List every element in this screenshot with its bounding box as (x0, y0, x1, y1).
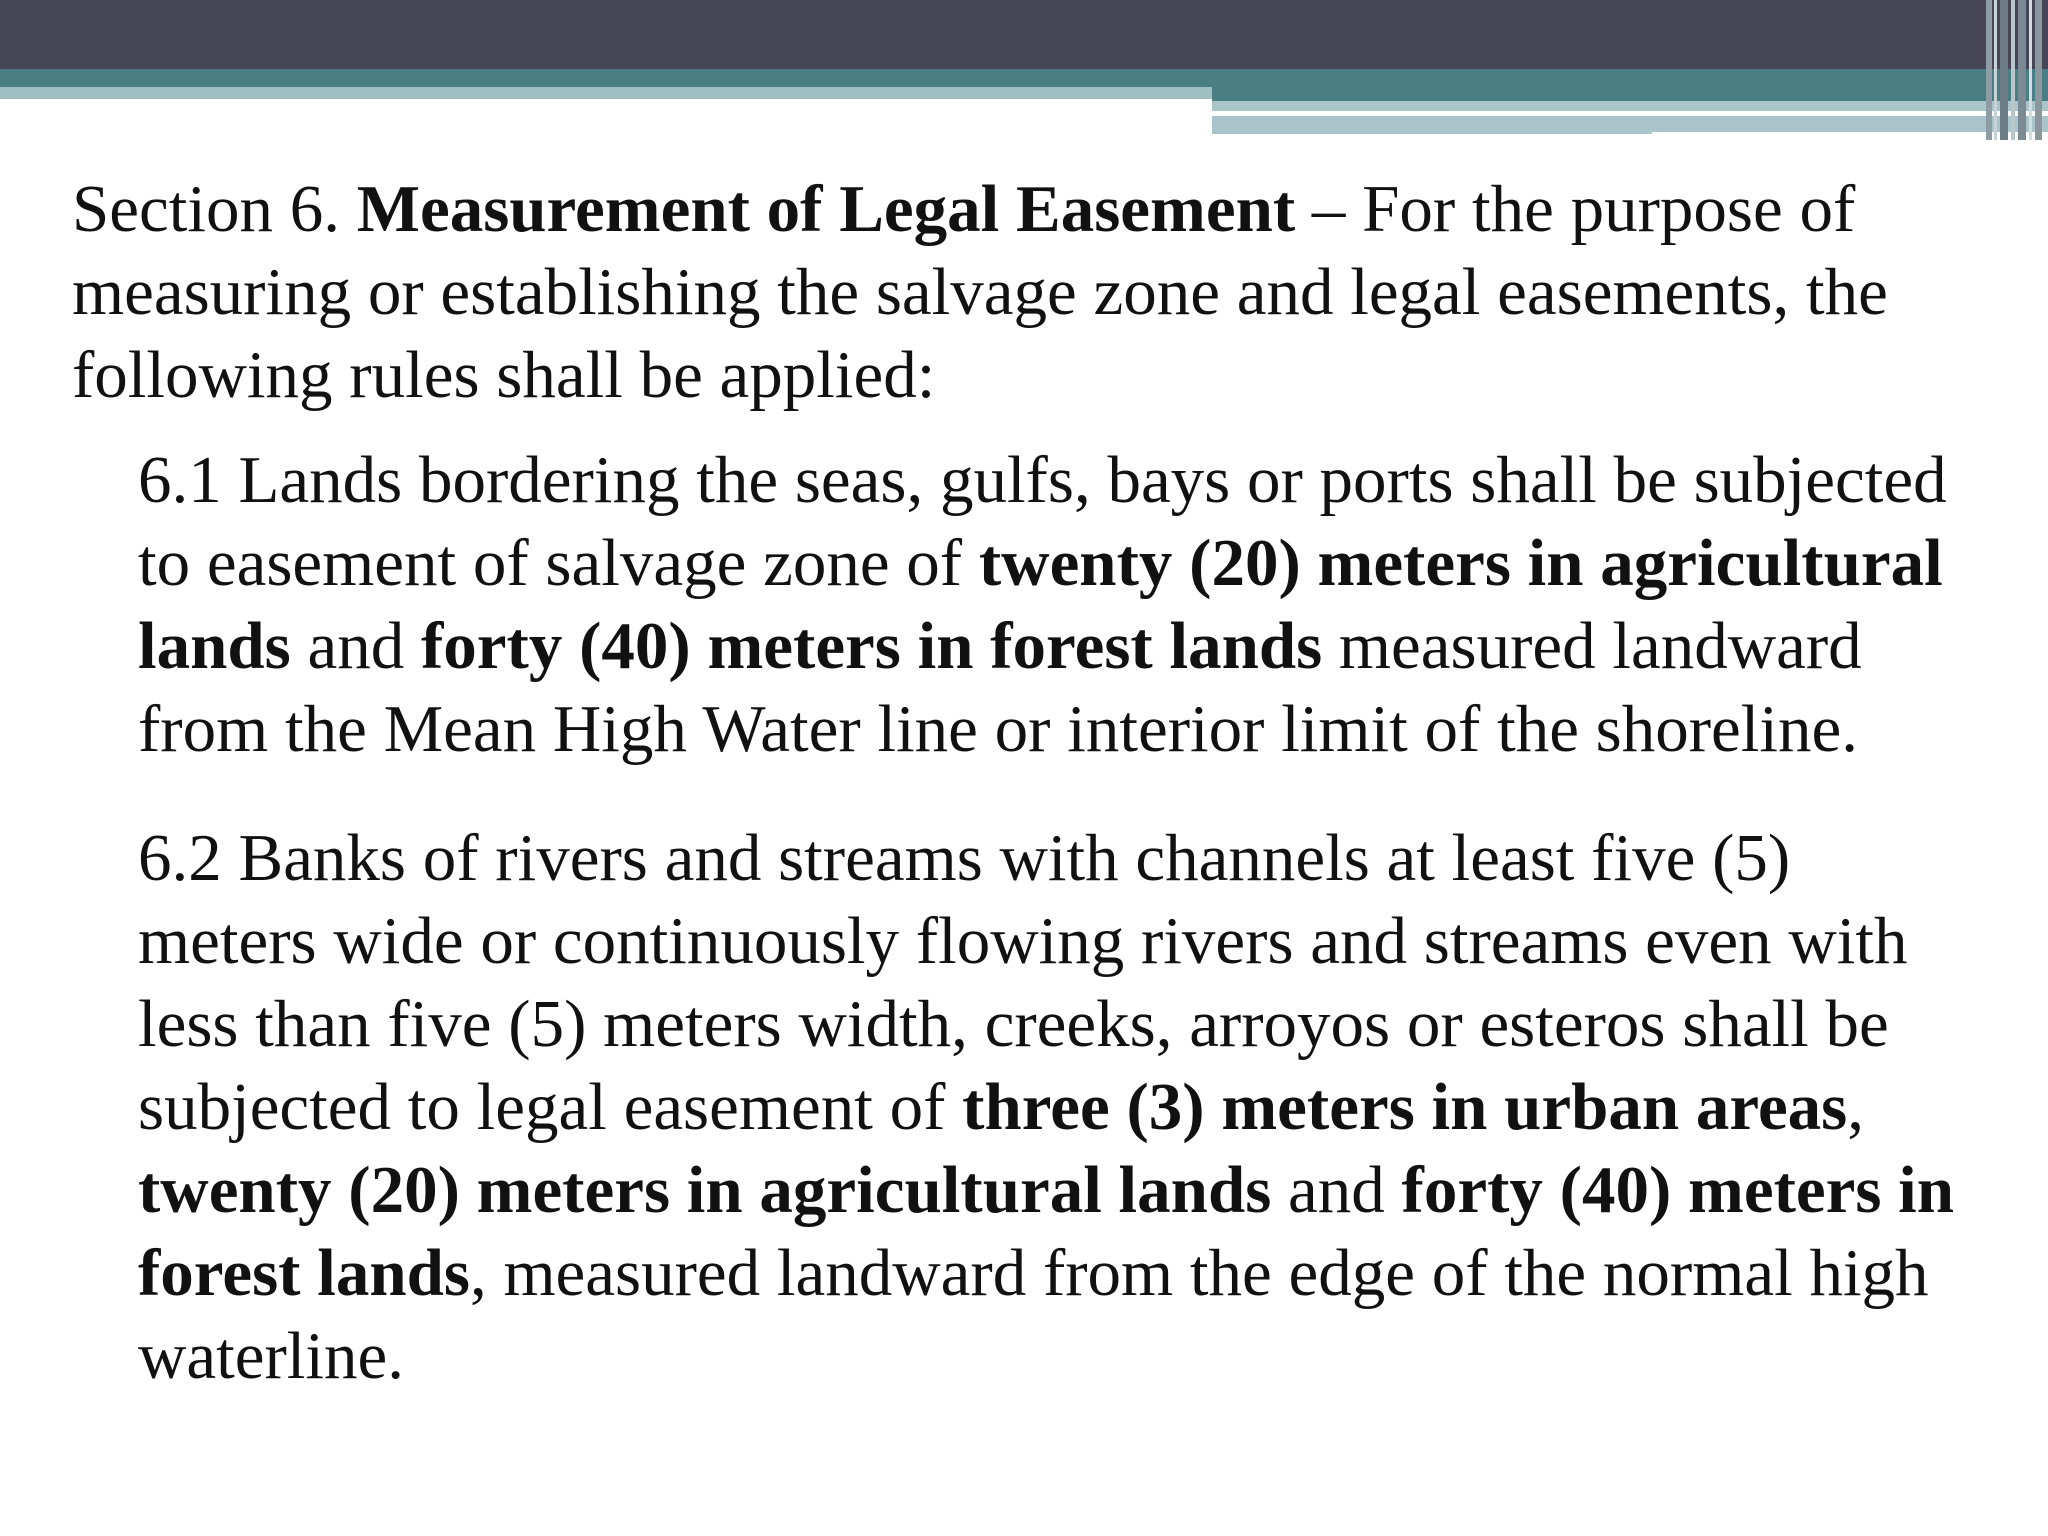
section-prefix: Section 6. (72, 172, 357, 246)
rule-6-2-text-end: , measured landward from the edge of the normal high waterline. (138, 1236, 1929, 1393)
section-intro-text: – For the purpose of measuring or establishing the salvage zone and legal easements, the following rules shall be applied: (72, 172, 1888, 412)
rule-6-1-connector: and (290, 609, 421, 683)
rule-6-1-emphasis-forest: forty (40) meters in forest lands (420, 609, 1323, 683)
section-title: Measurement of Legal Easement (356, 172, 1296, 246)
rule-6-2-connector-1: , (1847, 1070, 1865, 1144)
header-accent-right-light (1212, 101, 2048, 111)
slide-body (72, 168, 1972, 1398)
rule-6-2-text: 6.2 Banks of rivers and streams with channels at least five (5) meters wide or continuously flowing rivers and streams even with less than five (5) meters width, creeks, arroyos or esteros shall be subjected to legal easement of (138, 821, 1908, 1144)
rule-6-1-emphasis-agricultural: twenty (20) meters in agricultural lands (138, 526, 1943, 683)
header-accent-thin (0, 87, 1212, 99)
rule-6-2 (138, 817, 1978, 1398)
rule-6-1-text-end: measured landward from the Mean High Water line or interior limit of the shoreline. (138, 609, 1862, 766)
rule-6-2-emphasis-forest: forty (40) meters in forest lands (138, 1153, 1955, 1310)
rule-6-2-emphasis-urban: three (3) meters in urban areas (962, 1070, 1848, 1144)
header-accent-right (1212, 87, 2048, 101)
rule-6-2-emphasis-agricultural: twenty (20) meters in agricultural lands (138, 1153, 1272, 1227)
rule-6-2-connector-2: and (1271, 1153, 1402, 1227)
rule-6-1-text: 6.1 Lands bordering the seas, gulfs, bays or ports shall be subjected to easement of salvage zone of (138, 443, 1947, 600)
header-bar (0, 0, 2048, 69)
section-intro (72, 168, 1972, 417)
header-accent-band (0, 69, 2048, 87)
rule-6-1 (138, 439, 1978, 771)
